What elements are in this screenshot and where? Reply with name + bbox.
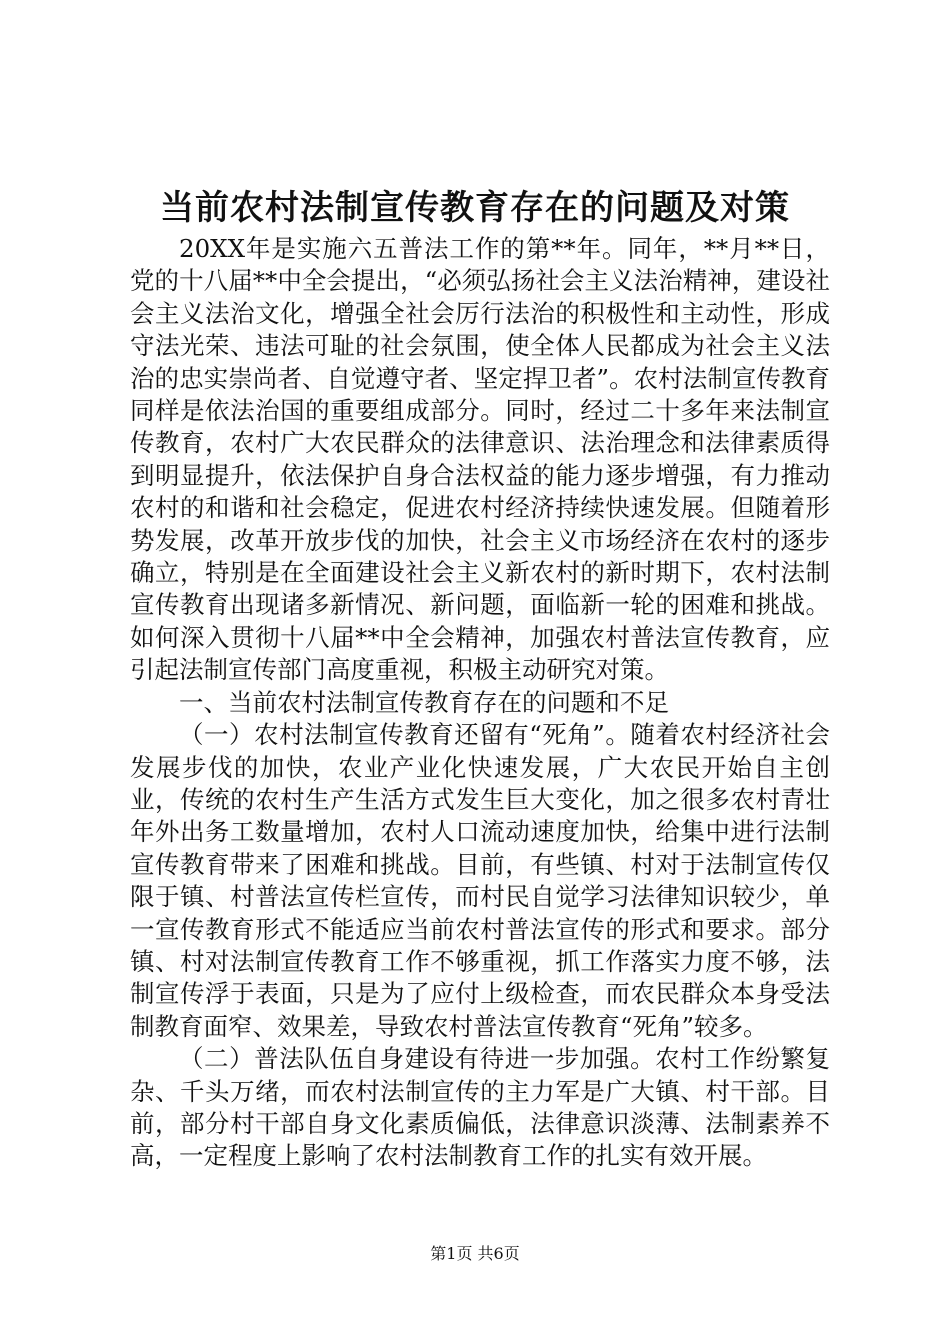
document-title: 当前农村法制宣传教育存在的问题及对策 — [160, 188, 790, 228]
paragraph-dead-corner: （一）农村法制宣传教育还留有“死角”。随着农村经济社会发展步伐的加快，农业产业化快速发展，广大农民开始自主创业，传统的农村生产生活方式发生巨大变化，加之很多农村青壮年外出务工数量增加，农村人口流动速度加快，给集中进行法制宣传教育带来了困难和挑战。目前，有些镇、村对于法制宣传仅限于镇、村普法宣传栏宣传，而村民自觉学习法律知识较少，单一宣传教育形式不能适应当前农村普法宣传的形式和要求。部分镇、村对法制宣传教育工作不够重视，抓工作落实力度不够，法制宣传浮于表面，只是为了应付上级检查，而农民群众本身受法制教育面窄、效果差，导致农村普法宣传教育“死角”较多。 — [130, 720, 830, 1041]
paragraph-team-building: （二）普法队伍自身建设有待进一步加强。农村工作纷繁复杂、千头万绪，而农村法制宣传的主力军是广大镇、村干部。目前，部分村干部自身文化素质偏低，法律意识淡薄、法制素养不高，一定程度上影响了农村法制教育工作的扎实有效开展。 — [130, 1044, 830, 1171]
page-footer: 第1页 共6页 — [430, 1244, 520, 1263]
section-heading-1: 一、当前农村法制宣传教育存在的问题和不足 — [179, 687, 669, 717]
document-body — [130, 233, 830, 1173]
paragraph-intro: 20XX年是实施六五普法工作的第**年。同年，**月**日，党的十八届**中全会提出，“必须弘扬社会主义法治精神，建设社会主义法治文化，增强全社会厉行法治的积极性和主动性，形成守法光荣、违法可耻的社会氛围，使全体人民都成为社会主义法治的忠实崇尚者、自觉遵守者、坚定捍卫者”。农村法制宣传教育同样是依法治国的重要组成部分。同时，经过二十多年来法制宣传教育，农村广大农民群众的法律意识、法治理念和法律素质得到明显提升，依法保护自身合法权益的能力逐步增强，有力推动农村的和谐和社会稳定，促进农村经济持续快速发展。但随着形势发展，改革开放步伐的加快，社会主义市场经济在农村的逐步确立，特别是在全面建设社会主义新农村的新时期下，农村法制宣传教育出现诸多新情况、新问题，面临新一轮的困难和挑战。如何深入贯彻十八届**中全会精神，加强农村普法宣传教育，应引起法制宣传部门高度重视，积极主动研究对策。 — [130, 234, 830, 685]
